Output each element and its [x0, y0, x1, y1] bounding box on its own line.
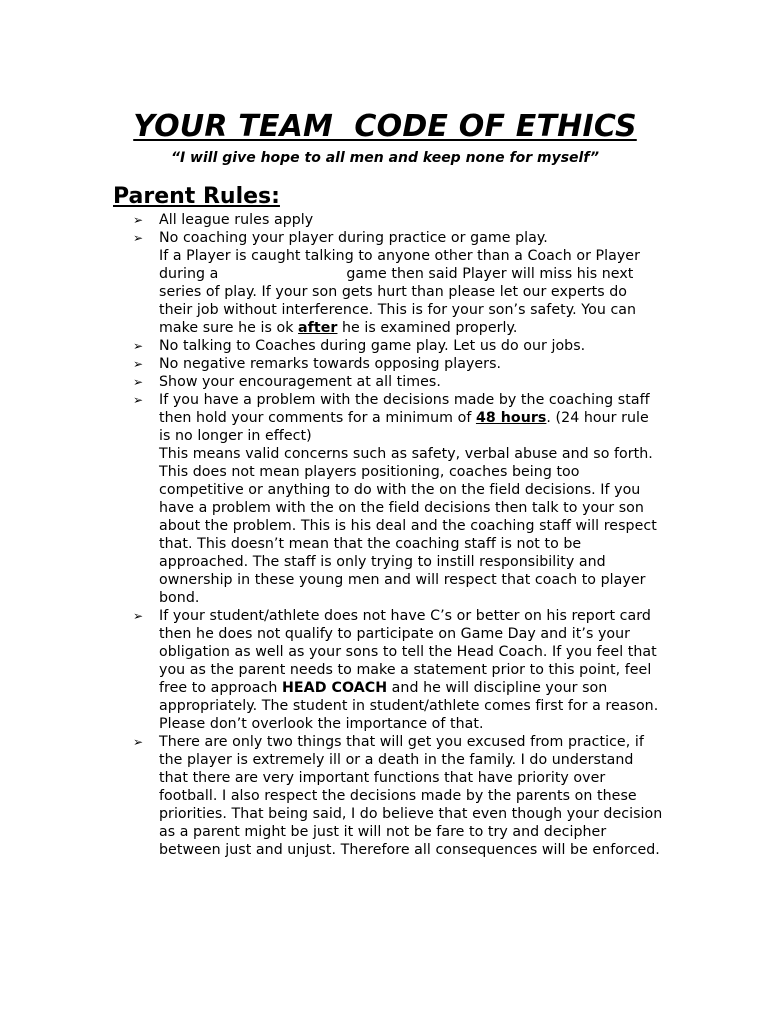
rule-text: If you have a problem with the decisions made by the coaching staff then hold your comments for a minimum of	[159, 392, 650, 426]
section-heading-parent-rules: Parent Rules:	[113, 184, 280, 209]
arrow-bullet-icon: ➢	[133, 339, 144, 353]
rule-text: he is examined properly.	[337, 320, 518, 336]
rule-text: . (24 hour rule is no longer in effect)	[159, 410, 649, 444]
emphasis-after: after	[298, 320, 338, 336]
rule-text: No negative remarks towards opposing players.	[159, 356, 502, 372]
arrow-bullet-icon: ➢	[133, 357, 144, 371]
emphasis-head-coach: HEAD COACH	[282, 680, 388, 696]
motto-quote: “I will give hope to all men and keep none for myself”	[170, 150, 600, 166]
rule-no-talking-coaches	[133, 337, 663, 355]
arrow-bullet-icon: ➢	[133, 213, 144, 227]
rule-report-card	[133, 607, 663, 733]
rule-text: This means valid concerns such as safety, verbal abuse and so forth. This does not mean players positioning, coaches being too competitive or anything to do with the on the field decisions. If you have a problem with the on the field decisions then talk to your son about the problem. This is his deal and the coaching staff will respect that. This doesn’t mean that the coaching staff is not to be approached. The staff is only trying to instill responsibility and ownership in these young men and will respect that coach to player bond.	[159, 446, 657, 606]
arrow-bullet-icon: ➢	[133, 231, 144, 245]
rule-text: If a Player is caught talking to anyone other than a Coach or Player during a	[159, 248, 640, 282]
arrow-bullet-icon: ➢	[133, 735, 144, 749]
rule-no-negative-remarks	[133, 355, 663, 373]
rule-text: If your student/athlete does not have C’s or better on his report card then he does not qualify to participate on Game Day and it’s your obligation as well as your sons to tell the Head Coach. If you feel that you as the parent needs to make a statement prior to this point, feel free to approach	[159, 608, 657, 696]
rule-league-rules	[133, 211, 663, 229]
rule-text: Show your encouragement at all times.	[159, 374, 441, 390]
rule-text: game then said Player will miss his next series of play. If your son gets hurt than please let our experts do their job without interference. This is for your son’s safety. You can make sure he is ok	[159, 266, 637, 336]
rule-48-hours	[133, 391, 663, 607]
rule-text: No talking to Coaches during game play. Let us do our jobs.	[159, 338, 586, 354]
rule-paragraph	[159, 607, 663, 733]
rule-paragraph	[159, 247, 663, 337]
arrow-bullet-icon: ➢	[133, 609, 144, 623]
arrow-bullet-icon: ➢	[133, 375, 144, 389]
page-title: YOUR TEAM CODE OF ETHICS	[133, 109, 637, 144]
rule-excused-practice	[133, 733, 663, 859]
rule-no-coaching	[133, 229, 663, 337]
rule-text: There are only two things that will get you excused from practice, if the player is extremely ill or a death in the family. I do understand that there are very important functions that have priority over football. I also respect the decisions made by the parents on these priorities. That being said, I do believe that even though your decision as a parent might be just it will not be fare to try and decipher between just and unjust. Therefore all consequences will be enforced.	[159, 734, 663, 858]
rule-text: and he will discipline your son appropriately. The student in student/athlete comes first for a reason. Please don’t overlook the importance of that.	[159, 680, 659, 732]
arrow-bullet-icon: ➢	[133, 393, 144, 407]
parent-rules-list	[133, 211, 663, 859]
rule-text: All league rules apply	[159, 212, 314, 228]
rule-paragraph	[159, 391, 663, 445]
rule-encouragement	[133, 373, 663, 391]
rule-text: No coaching your player during practice or game play.	[159, 230, 548, 246]
emphasis-48-hours: 48 hours	[475, 410, 547, 426]
